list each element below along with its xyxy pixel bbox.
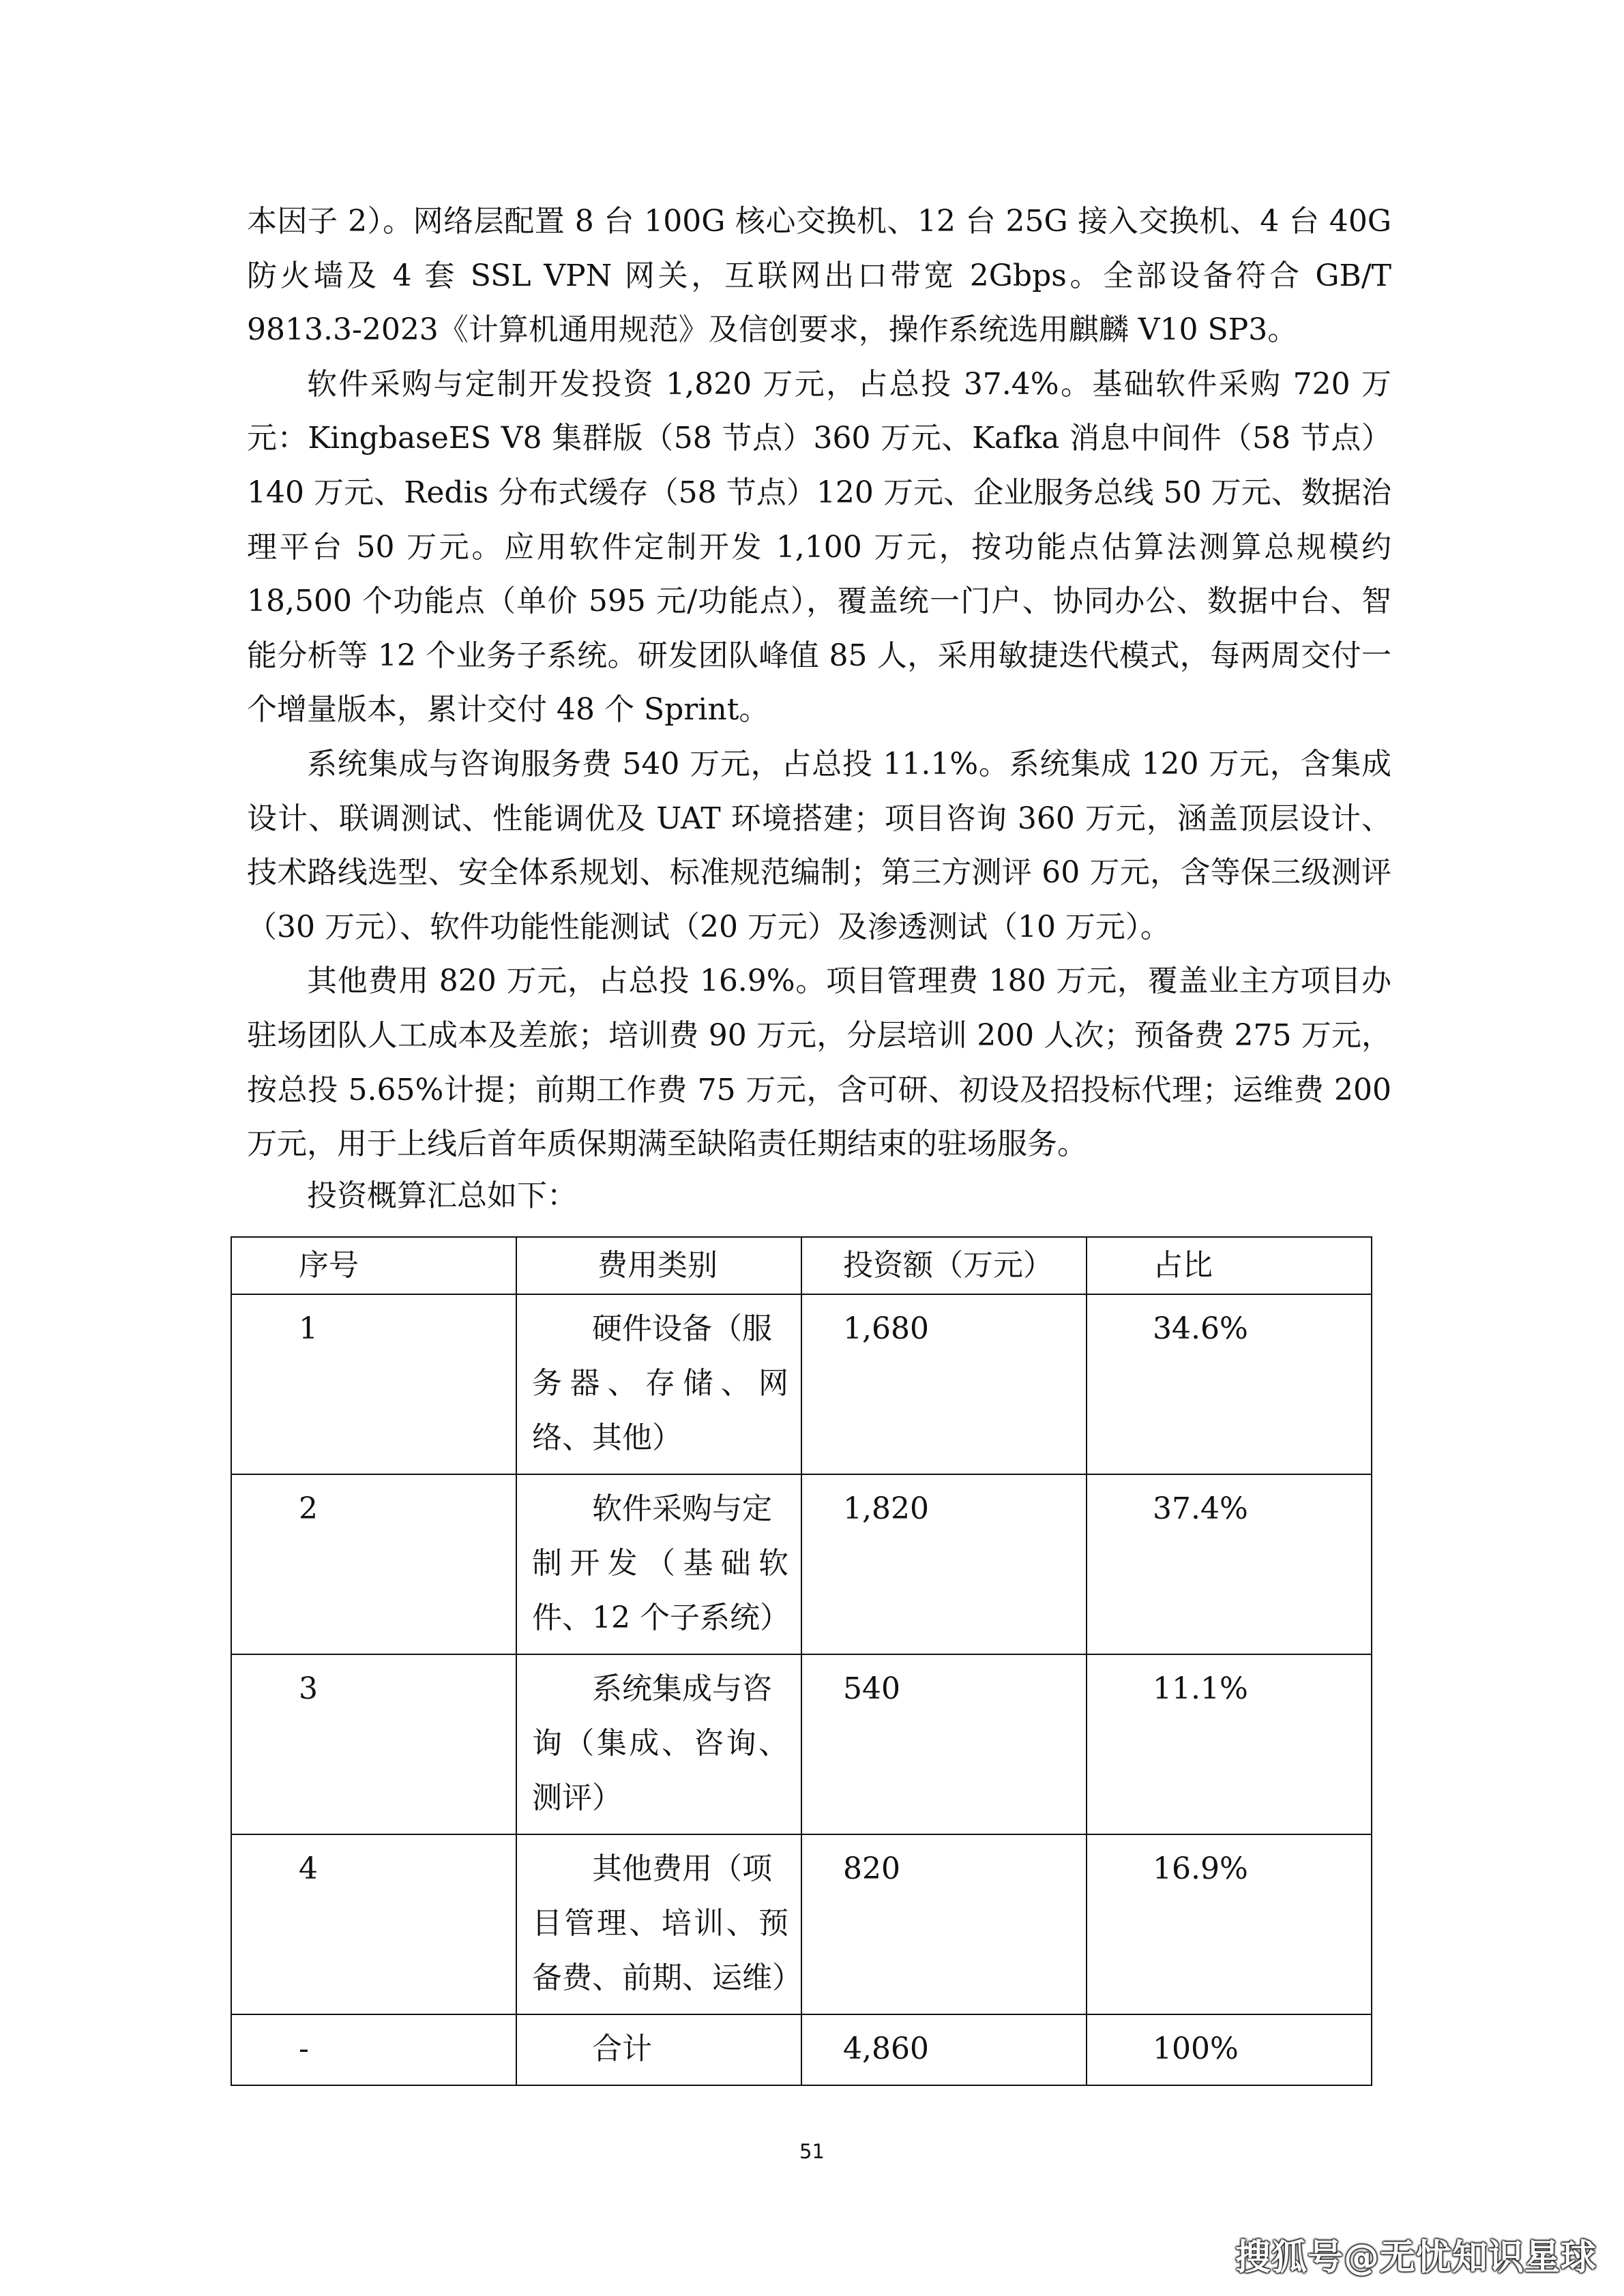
table-row [231, 1654, 1372, 1834]
category-line-first: 其他费用（项 [592, 1851, 772, 1886]
cell-share: 34.6% [1087, 1294, 1372, 1474]
table-total-row [231, 2014, 1372, 2085]
category-line-rest: 目管理、培训、预备费、前期、运维） [532, 1906, 802, 1995]
cell-category [516, 1834, 801, 2014]
cell-amount: 540 [801, 1654, 1087, 1834]
cell-category [516, 1294, 801, 1474]
table-intro: 投资概算汇总如下： [307, 1178, 577, 1213]
paragraph-hardware-continued: 本因子 2）。网络层配置 8 台 100G 核心交换机、12 台 25G 接入交换机、4 台 40G 防火墙及 4 套 SSL VPN 网关，互联网出口带宽 2Gbps。全部设备符合 GB/T 9813.3-2023《计算机通用规范》及信创要求，操作系统选用麒麟 V10 SP3。 [247, 204, 1391, 348]
cell-amount: 1,680 [801, 1294, 1087, 1474]
header-share: 占比 [1087, 1237, 1372, 1294]
cell-category: 合计 [516, 2014, 801, 2085]
watermark: 搜狐号@无忧知识星球 [1235, 2237, 1597, 2278]
cell-category [516, 1654, 801, 1834]
paragraph-other-costs: 其他费用 820 万元，占总投 16.9%。项目管理费 180 万元，覆盖业主方项目办驻场团队人工成本及差旅；培训费 90 万元，分层培训 200 人次；预备费 275 万元，按总投 5.65%计提；前期工作费 75 万元，含可研、初设及招投标代理；运维费 200 万元，用于上线后首年质保期满至缺陷责任期结束的驻场服务。 [247, 964, 1391, 1162]
header-amount: 投资额（万元） [801, 1237, 1087, 1294]
category-line-rest: 务器、存储、网络、其他） [532, 1366, 788, 1455]
document-body [247, 194, 1391, 1223]
cell-share: 11.1% [1087, 1654, 1372, 1834]
cell-category [516, 1474, 801, 1654]
cell-no: 1 [231, 1294, 516, 1474]
paragraph-integration: 系统集成与咨询服务费 540 万元，占总投 11.1%。系统集成 120 万元，含集成设计、联调测试、性能调优及 UAT 环境搭建；项目咨询 360 万元，涵盖顶层设计、技术路线选型、安全体系规划、标准规范编制；第三方测评 60 万元，含等保三级测评（30 万元）、软件功能性能测试（20 万元）及渗透测试（10 万元）。 [247, 746, 1391, 944]
table-header-row [231, 1237, 1372, 1294]
cell-no: 3 [231, 1654, 516, 1834]
table-row [231, 1474, 1372, 1654]
page-number: 51 [799, 2140, 825, 2163]
table-row [231, 1294, 1372, 1474]
category-line-first: 硬件设备（服 [592, 1311, 772, 1346]
cell-no: 2 [231, 1474, 516, 1654]
category-line-first: 系统集成与咨 [592, 1671, 772, 1706]
cell-share: 100% [1087, 2014, 1372, 2085]
cell-no: 4 [231, 1834, 516, 2014]
cell-share: 37.4% [1087, 1474, 1372, 1654]
category-line-rest: 制开发（基础软件、12 个子系统） [532, 1546, 790, 1635]
header-category: 费用类别 [516, 1237, 801, 1294]
cell-share: 16.9% [1087, 1834, 1372, 2014]
cell-amount: 820 [801, 1834, 1087, 2014]
header-no: 序号 [231, 1237, 516, 1294]
table-row [231, 1834, 1372, 2014]
cell-amount: 1,820 [801, 1474, 1087, 1654]
category-line-rest: 询（集成、咨询、测评） [532, 1726, 788, 1815]
cell-amount: 4,860 [801, 2014, 1087, 2085]
category-line-first: 软件采购与定 [592, 1491, 772, 1526]
investment-summary-table [231, 1236, 1372, 2086]
paragraph-software: 软件采购与定制开发投资 1,820 万元，占总投 37.4%。基础软件采购 720 万元：KingbaseES V8 集群版（58 节点）360 万元、Kafka 消息中间件（58 节点）140 万元、Redis 分布式缓存（58 节点）120 万元、企业服务总线 50 万元、数据治理平台 50 万元。应用软件定制开发 1,100 万元，按功能点估算法测算总规模约 18,500 个功能点（单价 595 元/功能点），覆盖统一门户、协同办公、数据中台、智能分析等 12 个业务子系统。研发团队峰值 85 人，采用敏捷迭代模式，每两周交付一个增量版本，累计交付 48 个 Sprint。 [247, 366, 1391, 728]
cell-no: - [231, 2014, 516, 2085]
